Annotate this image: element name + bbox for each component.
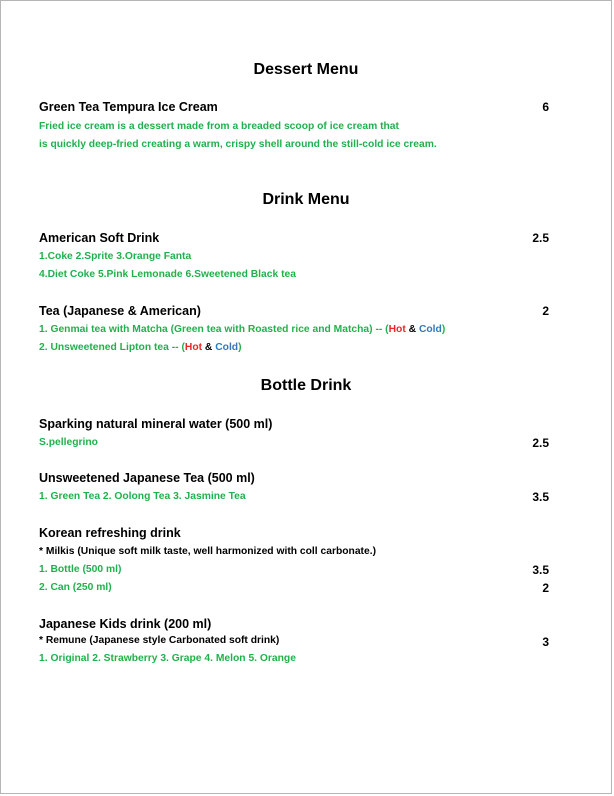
tea-line1-amp: & <box>405 324 419 335</box>
tea-line2 <box>39 342 242 353</box>
dessert-menu-heading: Dessert Menu <box>253 61 359 78</box>
dessert-item-price: 6 <box>542 100 549 114</box>
soft-drink-line1: 1.Coke 2.Sprite 3.Orange Fanta <box>39 251 192 262</box>
kids-price: 3 <box>542 635 549 649</box>
korean-note: * Milkis (Unique soft milk taste, well harmonized with coll carbonate.) <box>39 546 376 557</box>
tea-line2-amp: & <box>202 342 216 353</box>
dessert-desc-line2: is quickly deep-fried creating a warm, crispy shell around the still-cold ice cream. <box>39 139 437 150</box>
tea-line1-hot: Hot <box>388 324 406 335</box>
korean-title: Korean refreshing drink <box>39 526 181 540</box>
tea-line1-cold: Cold <box>418 324 442 335</box>
water-title: Sparking natural mineral water (500 ml) <box>39 417 273 431</box>
tea-line2-hot: Hot <box>184 342 203 353</box>
jptea-title: Unsweetened Japanese Tea (500 ml) <box>39 471 255 485</box>
jptea-price: 3.5 <box>532 490 549 504</box>
jptea-line1: 1. Green Tea 2. Oolong Tea 3. Jasmine Tea <box>39 491 246 502</box>
water-line1: S.pellegrino <box>39 437 98 448</box>
drink-menu-heading: Drink Menu <box>262 191 350 208</box>
kids-line1: 1. Original 2. Strawberry 3. Grape 4. Melon 5. Orange <box>39 653 296 664</box>
tea-line1-text: 1. Genmai tea with Matcha (Green tea with Roasted rice and Matcha) -- ( <box>39 324 389 335</box>
tea-title: Tea (Japanese & American) <box>39 304 201 318</box>
soft-drink-price: 2.5 <box>532 231 549 245</box>
kids-title: Japanese Kids drink (200 ml) <box>39 617 212 631</box>
tea-line1 <box>39 324 445 335</box>
tea-line2-text: 2. Unsweetened Lipton tea -- ( <box>39 342 185 353</box>
water-price: 2.5 <box>532 436 549 450</box>
korean-price2: 2 <box>542 581 549 595</box>
soft-drink-title: American Soft Drink <box>39 231 160 245</box>
korean-line2: 2. Can (250 ml) <box>39 582 112 593</box>
tea-line2-cold: Cold <box>215 342 239 353</box>
korean-price1: 3.5 <box>532 563 549 577</box>
kids-note: * Remune (Japanese style Carbonated soft drink) <box>39 635 280 646</box>
bottle-drink-heading: Bottle Drink <box>260 377 352 394</box>
tea-line1-close: ) <box>441 324 446 335</box>
korean-line1: 1. Bottle (500 ml) <box>39 564 122 575</box>
tea-price: 2 <box>542 304 549 318</box>
dessert-item-title: Green Tea Tempura Ice Cream <box>39 100 218 114</box>
soft-drink-line2: 4.Diet Coke 5.Pink Lemonade 6.Sweetened Black tea <box>39 269 296 280</box>
dessert-desc-line1: Fried ice cream is a dessert made from a breaded scoop of ice cream that <box>39 121 399 132</box>
tea-line2-close: ) <box>238 342 242 353</box>
